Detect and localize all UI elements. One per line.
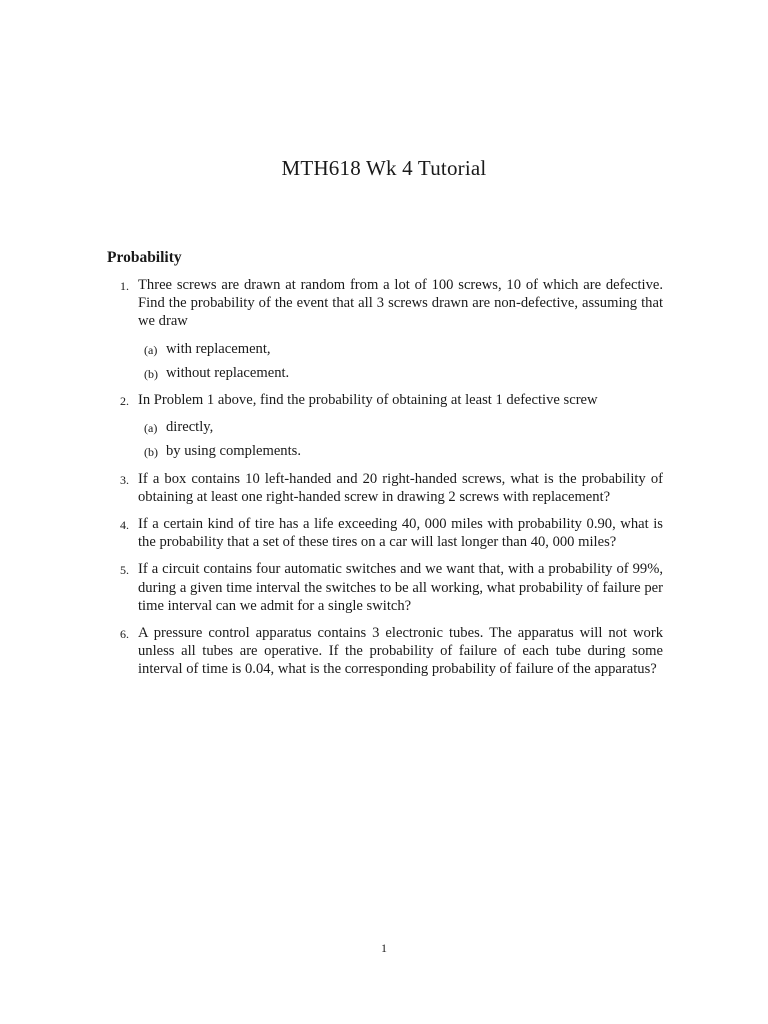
- problem-item: [107, 624, 663, 679]
- problem-text: In Problem 1 above, find the probability of obtaining at least 1 defective screw: [138, 392, 598, 409]
- subpart-item: [138, 418, 663, 436]
- subpart-label: (a): [144, 421, 158, 436]
- problem-item: [107, 276, 663, 382]
- section-heading: Probability: [107, 249, 182, 266]
- problem-text: If a box contains 10 left-handed and 20 right-handed screws, what is the probability of obtaining at least one right-handed screw in drawing 2 screws with replacement?: [138, 470, 663, 505]
- subpart-list: [138, 340, 663, 382]
- problem-number: 3.: [120, 472, 129, 487]
- subpart-list: [138, 418, 663, 460]
- subpart-label: (b): [144, 445, 158, 460]
- subpart-label: (b): [144, 366, 158, 381]
- problem-number: 6.: [120, 627, 129, 642]
- problem-text: Three screws are drawn at random from a lot of 100 screws, 10 of which are defective. Find the probability of the event that all 3 screws drawn are non-defective, assuming that we draw: [138, 277, 663, 330]
- subpart-text: by using complements.: [166, 443, 301, 460]
- page-number: 1: [381, 941, 387, 955]
- problem-item: [107, 515, 663, 551]
- problem-list: [107, 276, 663, 688]
- subpart-item: [138, 364, 663, 382]
- problem-number: 5.: [120, 563, 129, 578]
- problem-item: [107, 470, 663, 506]
- subpart-item: [138, 340, 663, 358]
- subpart-text: directly,: [166, 419, 214, 436]
- subpart-item: [138, 442, 663, 460]
- subpart-text: with replacement,: [166, 340, 271, 357]
- subpart-text: without replacement.: [166, 364, 290, 381]
- problem-item: [107, 560, 663, 615]
- problem-item: [107, 391, 663, 461]
- problem-number: 4.: [120, 518, 129, 533]
- problem-number: 2.: [120, 394, 129, 409]
- problem-text: A pressure control apparatus contains 3 electronic tubes. The apparatus will not work unless all tubes are operative. If the probability of failure of each tube during some interval of time is 0.04, what is the corresponding probability of failure of the apparatus?: [138, 625, 663, 678]
- page-title: MTH618 Wk 4 Tutorial: [281, 156, 487, 180]
- problem-text: If a circuit contains four automatic switches and we want that, with a probability of 99%, during a given time interval the switches to be all working, what probability of failure per time interval can we admit for a single switch?: [138, 561, 663, 614]
- problem-number: 1.: [120, 279, 129, 293]
- subpart-label: (a): [144, 342, 158, 357]
- problem-text: If a certain kind of tire has a life exceeding 40, 000 miles with probability 0.90, what is the probability that a set of these tires on a car will last longer than 40, 000 miles?: [138, 516, 663, 551]
